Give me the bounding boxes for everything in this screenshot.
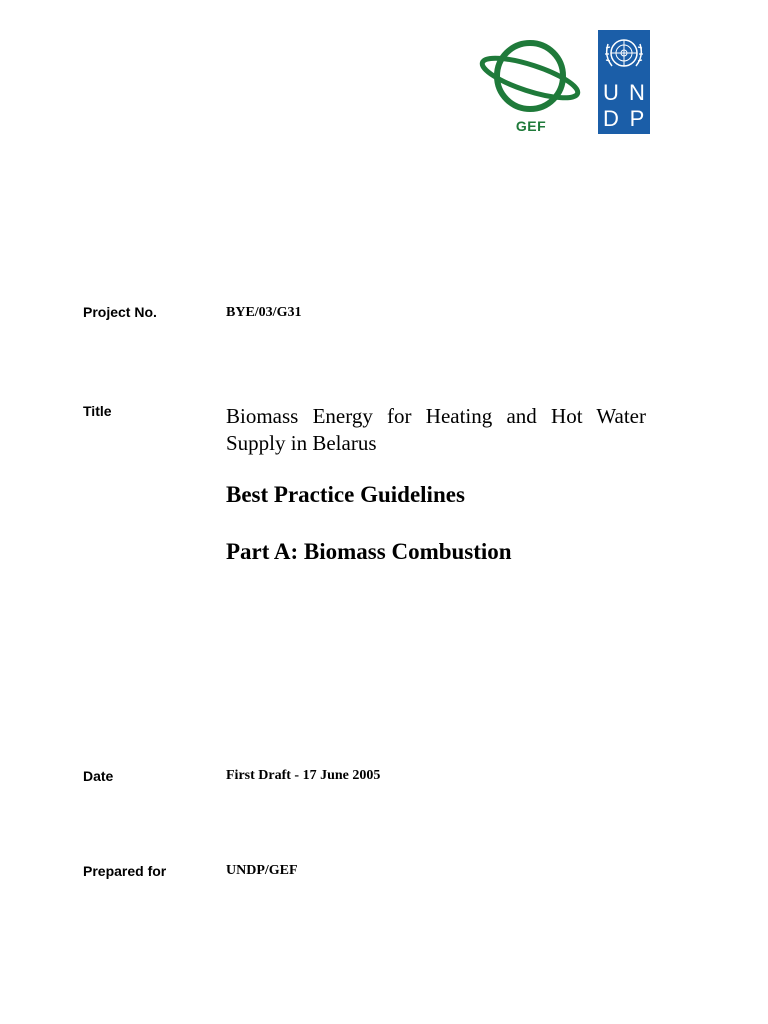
project-number-label: Project No. [83, 304, 157, 320]
undp-letter: P [629, 106, 645, 131]
document-title: Biomass Energy for Heating and Hot Water Supply in Belarus [226, 404, 646, 455]
document-part-title: Part A: Biomass Combustion [226, 539, 512, 564]
project-number-value: BYE/03/G31 [226, 305, 302, 320]
prepared-for-value: UNDP/GEF [226, 863, 298, 878]
gef-globe-icon [478, 36, 586, 120]
title-label: Title [83, 403, 112, 419]
prepared-for-label: Prepared for [83, 863, 167, 879]
undp-logo [598, 30, 650, 134]
date-label: Date [83, 768, 114, 784]
document-subtitle: Best Practice Guidelines [226, 482, 465, 507]
undp-letter: U [603, 80, 619, 105]
un-emblem-icon [598, 32, 650, 76]
gef-logo [478, 36, 586, 140]
undp-letter: N [629, 80, 645, 105]
gef-label: GEF [515, 118, 547, 134]
undp-letter: D [603, 106, 619, 131]
date-value: First Draft - 17 June 2005 [226, 768, 381, 783]
undp-letter-grid [598, 80, 650, 132]
